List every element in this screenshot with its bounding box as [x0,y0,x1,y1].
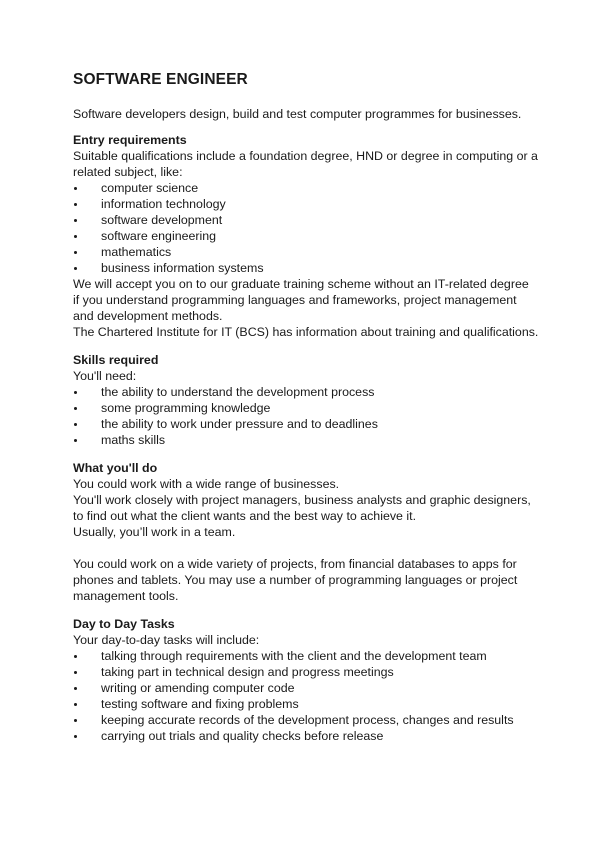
skills-list [73,384,553,448]
list-item: software engineering [73,228,553,244]
entry-after-line-2: if you understand programming languages and frameworks, project management [73,293,517,307]
what-line-4: Usually, you’ll work in a team. [73,525,236,539]
what-line-5: You could work on a wide variety of projects, from financial databases to apps for [73,557,517,571]
entry-lead-line-2: related subject, like: [73,165,183,179]
what-line-1: You could work with a wide range of businesses. [73,477,340,491]
what-line-2: You'll work closely with project managers, business analysts and graphic designers, [73,493,531,507]
list-item: some programming knowledge [73,400,553,416]
entry-requirements-section [73,132,553,340]
list-item: taking part in technical design and progress meetings [73,664,553,680]
list-item: talking through requirements with the client and the development team [73,648,553,664]
day-to-day-tasks-section [73,616,553,744]
skills-section [73,352,553,448]
page-title: SOFTWARE ENGINEER [73,71,248,88]
what-youll-do-section [73,460,553,604]
list-item: maths skills [73,432,553,448]
entry-after-line-1: We will accept you on to our graduate training scheme without an IT-related degree [73,277,529,291]
what-line-7: management tools. [73,589,179,603]
document-body [73,70,553,744]
list-item: business information systems [73,260,553,276]
tasks-list [73,648,553,744]
intro-text: Software developers design, build and test computer programmes for businesses. [73,107,522,121]
entry-subject-list [73,180,553,276]
list-item: the ability to work under pressure and to deadlines [73,416,553,432]
list-item: computer science [73,180,553,196]
list-item: mathematics [73,244,553,260]
list-item: software development [73,212,553,228]
list-item: information technology [73,196,553,212]
entry-requirements-heading: Entry requirements [73,133,187,147]
list-item: writing or amending computer code [73,680,553,696]
tasks-heading: Day to Day Tasks [73,617,175,631]
list-item: the ability to understand the development process [73,384,553,400]
entry-after-line-3: and development methods. [73,309,223,323]
what-youll-do-heading: What you'll do [73,461,158,475]
list-item: keeping accurate records of the development process, changes and results [73,712,553,728]
paragraph-gap [73,540,553,556]
what-line-6: phones and tablets. You may use a number of programming languages or project [73,573,518,587]
list-item: testing software and fixing problems [73,696,553,712]
entry-after-line-4: The Chartered Institute for IT (BCS) has information about training and qualifications. [73,325,539,339]
skills-heading: Skills required [73,353,159,367]
what-line-3: to find out what the client wants and the best way to achieve it. [73,509,417,523]
entry-lead-line-1: Suitable qualifications include a foundation degree, HND or degree in computing or a [73,149,538,163]
skills-lead: You'll need: [73,369,137,383]
list-item: carrying out trials and quality checks before release [73,728,553,744]
tasks-lead: Your day-to-day tasks will include: [73,633,260,647]
